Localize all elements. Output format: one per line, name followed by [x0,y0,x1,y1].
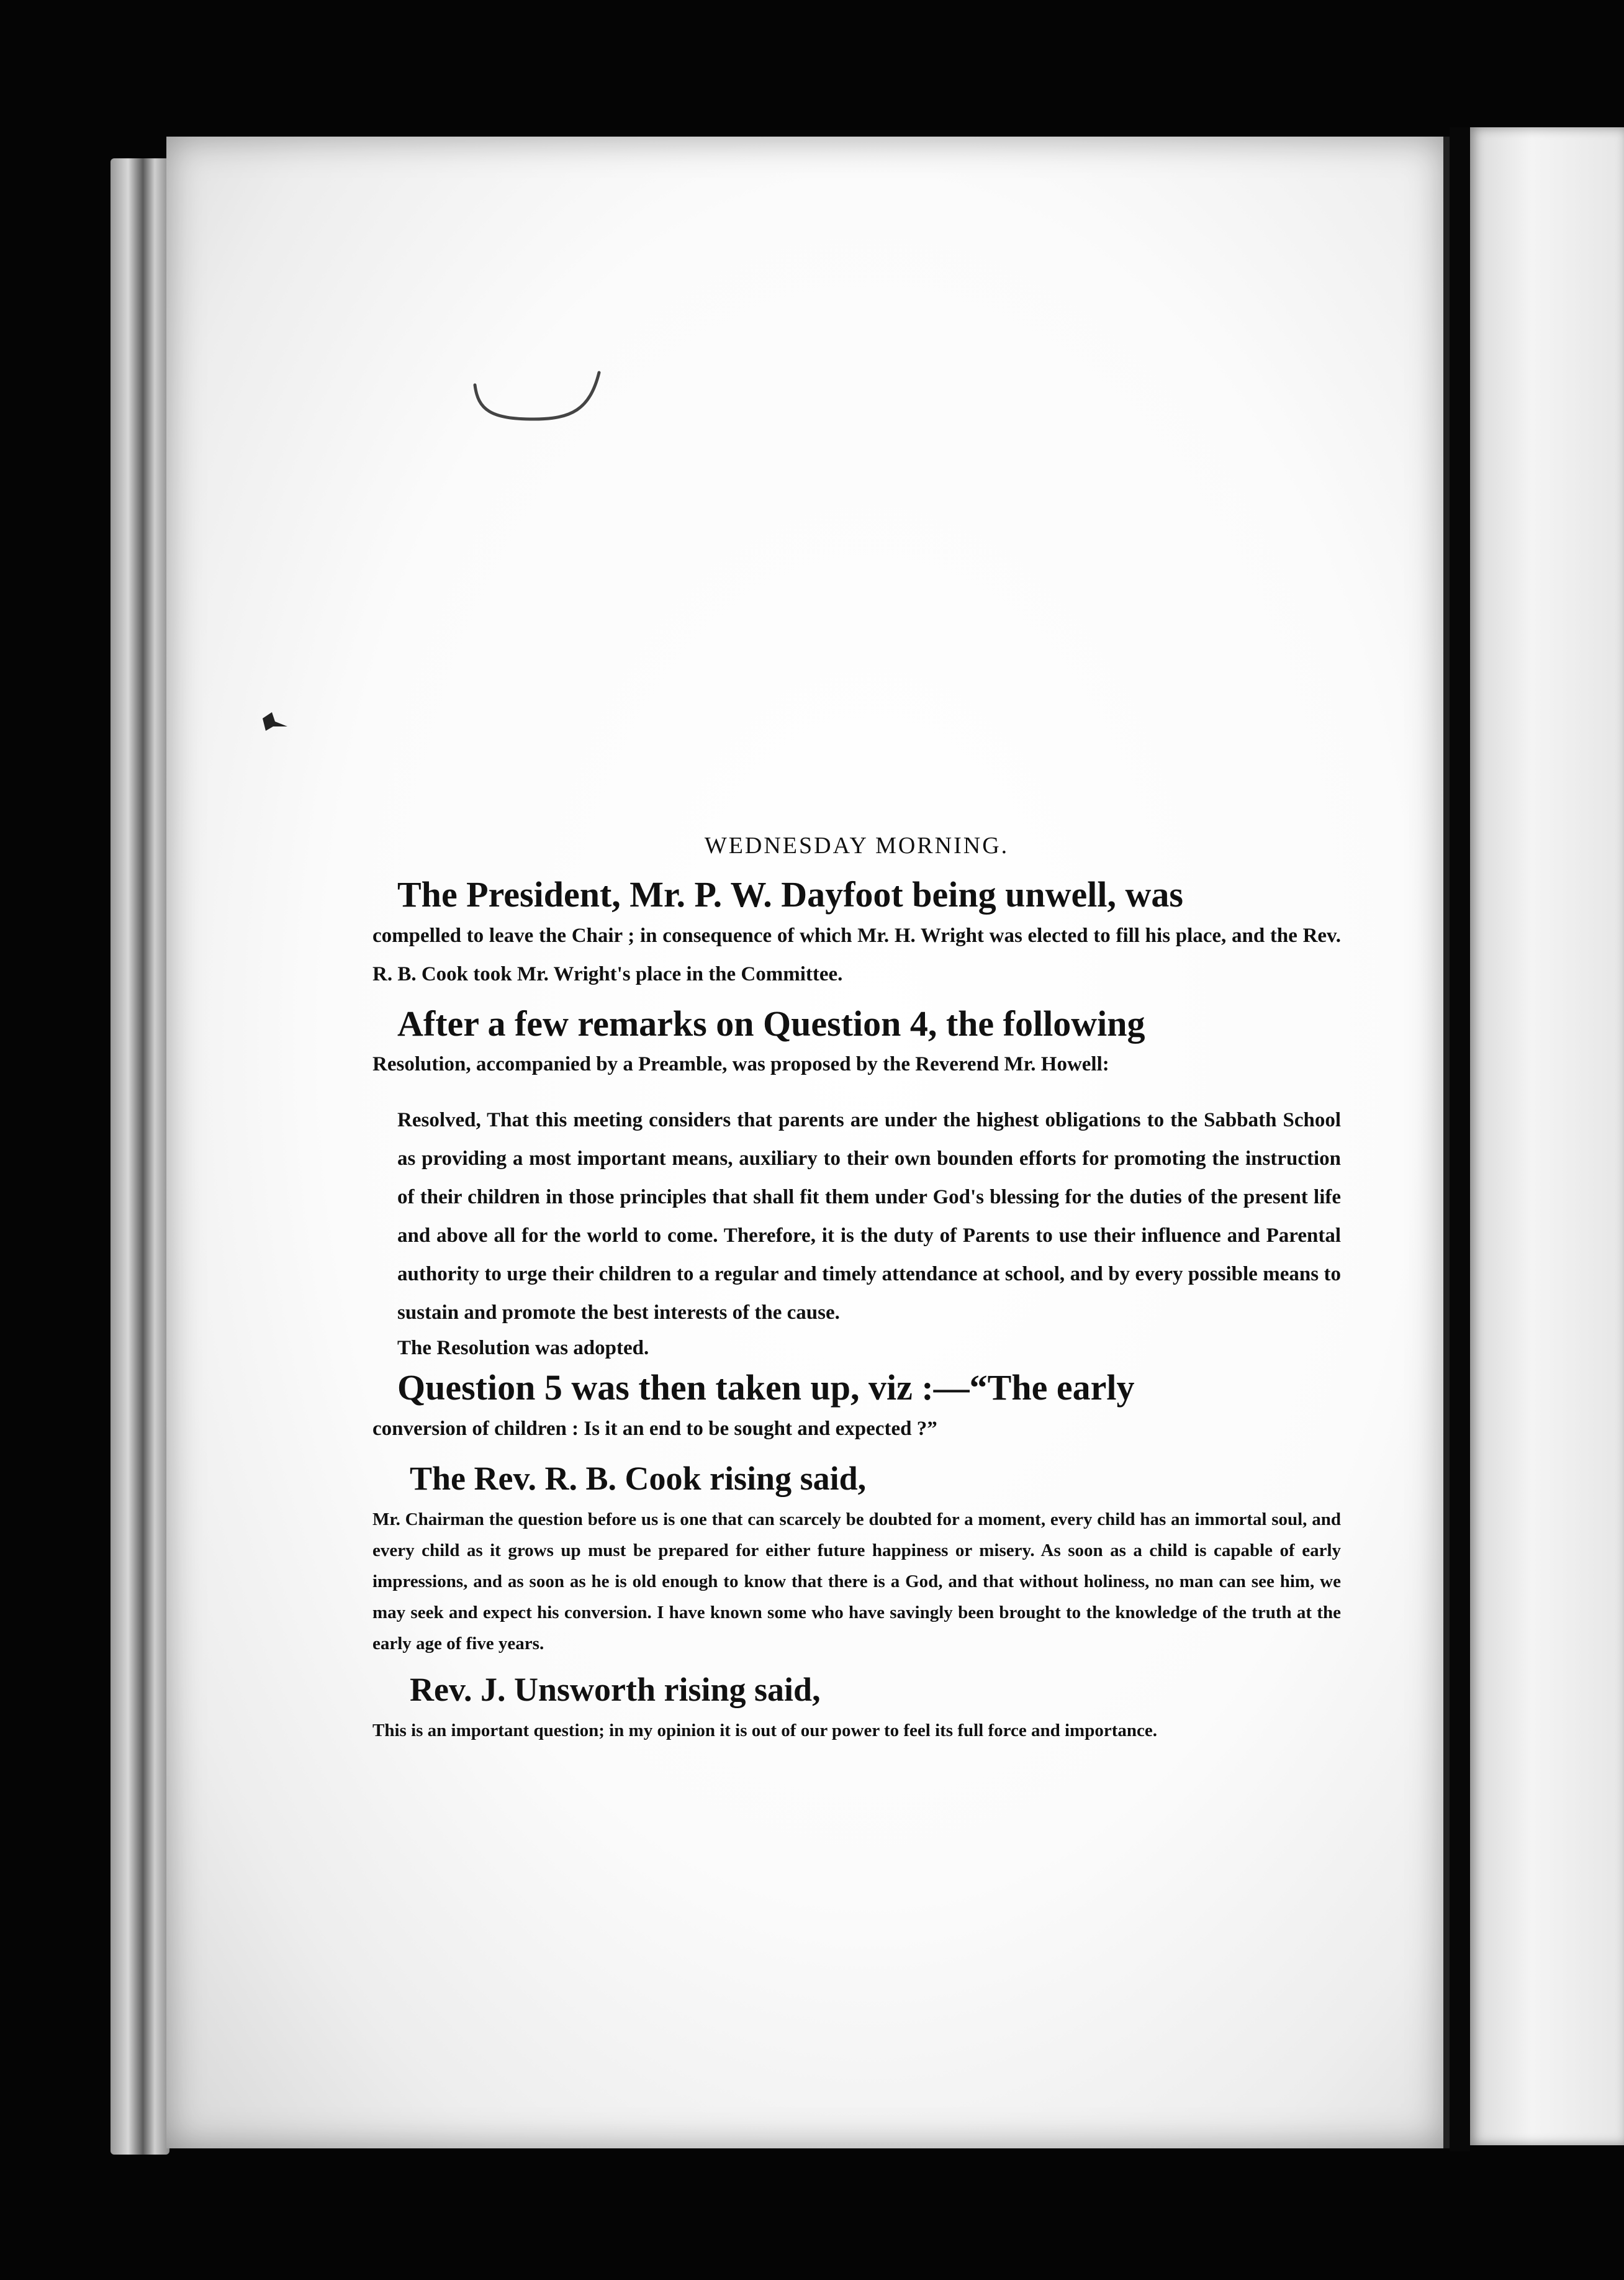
page-edge [1443,137,1450,2148]
unsworth-speech: This is an important question; in my opinion it is out of our power to feel its full force and importance. [372,1720,1157,1740]
paragraph-3-body: conversion of children : Is it an end to be sought and expected ?” [372,1417,937,1440]
paragraph-3-lead: Question 5 was then taken up, viz :—“The early [397,1367,1135,1408]
ink-blot [259,709,291,734]
resolution-text: Resolved, That this meeting considers that parents are under the highest obligations to the Sabbath School as providing a most important means, auxiliary to their own bounden efforts for promoting the instruction of their children in those principles that shall fit them under God's blessing for the duties of the present life and above all for the world to come. Therefore, it is the duty of Parents to use their influence and Parental authority to urge their children to a regular and timely attendance at school, and by every possible means to sustain and promote the best interests of the cause. [397,1109,1341,1324]
cook-speech: Mr. Chairman the question before us is one that can scarcely be doubted for a moment, every child has an immortal soul, and every child as it grows up must be prepared for either future happiness or misery. As soon as a child is capable of early impressions, and as soon as he is old enough to know that there is a God, and that without holiness, no man can see him, we may seek and expect his conversion. I have known some who have savingly been brought to the knowledge of the truth at the early age of five years. [372,1509,1341,1653]
section-heading: WEDNESDAY MORNING. [704,833,1009,859]
paragraph-1-body: compelled to leave the Chair ; in consequence of which Mr. H. Wright was elected to fill his place, and the Rev. R. B. Cook took Mr. Wright's place in the Committee. [372,924,1341,985]
paragraph-2-body: Resolution, accompanied by a Preamble, was proposed by the Reverend Mr. Howell: [372,1053,1109,1076]
paragraph-2-lead: After a few remarks on Question 4, the following [397,1003,1145,1044]
pencil-mark [466,360,615,435]
gutter [1450,127,1470,2151]
page-content [372,832,1341,1746]
binding-edge [111,158,169,2155]
resolution-adopted: The Resolution was adopted. [397,1337,649,1360]
unsworth-heading: Rev. J. Unsworth rising said, [410,1670,821,1708]
paragraph-1-lead: The President, Mr. P. W. Dayfoot being unwell, was [397,874,1183,915]
cook-heading: The Rev. R. B. Cook rising said, [410,1459,867,1497]
facing-page [1470,127,1624,2145]
